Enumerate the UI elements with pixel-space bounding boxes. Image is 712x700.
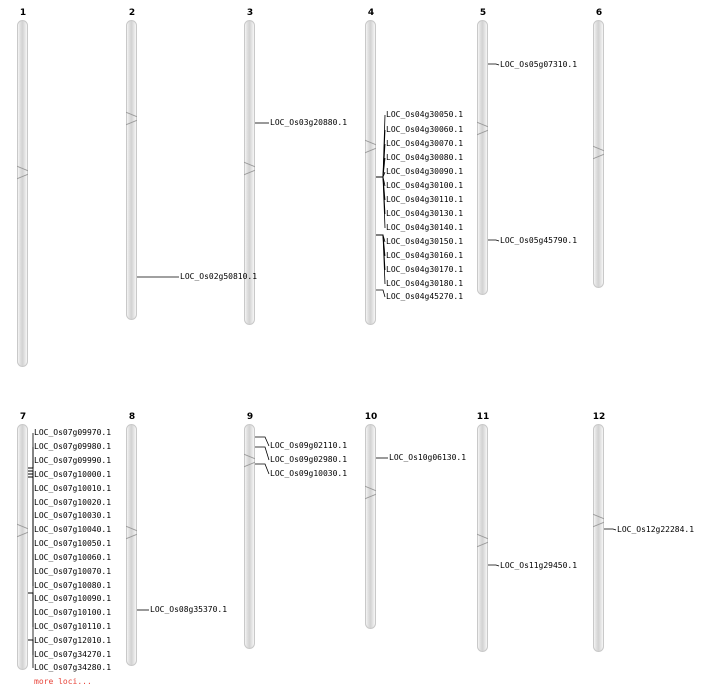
locus-label[interactable]: LOC_Os04g30110.1 [386,195,464,204]
locus-label[interactable]: LOC_Os04g30080.1 [386,153,464,162]
locus-label[interactable]: LOC_Os04g30170.1 [386,265,464,274]
centromere-marker-3 [244,164,255,173]
locus-label[interactable]: LOC_Os05g07310.1 [500,60,578,69]
centromere-marker-8 [126,528,137,537]
locus-label[interactable]: LOC_Os07g10100.1 [34,608,112,617]
locus-label[interactable]: LOC_Os09g02980.1 [270,455,348,464]
locus-label[interactable]: LOC_Os11g29450.1 [500,561,578,570]
locus-label[interactable]: LOC_Os04g30140.1 [386,223,464,232]
chromosome-number-1: 1 [19,8,27,18]
chromosome-bar-8[interactable] [126,424,137,666]
centromere-marker-2 [126,114,137,123]
locus-label[interactable]: LOC_Os07g10050.1 [34,539,112,548]
chromosome-bar-7[interactable] [17,424,28,670]
locus-label[interactable]: LOC_Os04g30060.1 [386,125,464,134]
locus-label[interactable]: LOC_Os03g20880.1 [270,118,348,127]
locus-label[interactable]: LOC_Os04g30050.1 [386,110,464,119]
centromere-marker-1 [17,168,28,177]
locus-label[interactable]: LOC_Os04g30070.1 [386,139,464,148]
chromosome-bar-2[interactable] [126,20,137,320]
locus-label[interactable]: LOC_Os07g10110.1 [34,622,112,631]
centromere-marker-10 [365,488,376,497]
locus-label[interactable]: LOC_Os07g10000.1 [34,470,112,479]
locus-label[interactable]: LOC_Os04g30100.1 [386,181,464,190]
chromosome-bar-12[interactable] [593,424,604,652]
locus-label[interactable]: LOC_Os07g10030.1 [34,511,112,520]
locus-label[interactable]: LOC_Os07g10090.1 [34,594,112,603]
locus-label[interactable]: LOC_Os07g10010.1 [34,484,112,493]
locus-label[interactable]: LOC_Os04g30090.1 [386,167,464,176]
locus-label[interactable]: LOC_Os07g09970.1 [34,428,112,437]
locus-label[interactable]: LOC_Os07g10080.1 [34,581,112,590]
chromosome-number-2: 2 [128,8,136,18]
locus-label[interactable]: LOC_Os04g30160.1 [386,251,464,260]
locus-label[interactable]: LOC_Os07g09980.1 [34,442,112,451]
locus-label[interactable]: LOC_Os02g50810.1 [180,272,258,281]
chromosome-number-11: 11 [476,412,490,422]
chromosome-number-3: 3 [246,8,254,18]
locus-label[interactable]: LOC_Os12g22284.1 [617,525,695,534]
chromosome-number-10: 10 [364,412,378,422]
locus-label[interactable]: LOC_Os07g34270.1 [34,650,112,659]
centromere-marker-11 [477,536,488,545]
locus-label[interactable]: LOC_Os07g10020.1 [34,498,112,507]
more-loci-label[interactable]: more loci... [34,677,92,686]
locus-label[interactable]: LOC_Os04g45270.1 [386,292,464,301]
chromosome-bar-10[interactable] [365,424,376,629]
chromosome-bar-4[interactable] [365,20,376,325]
locus-label[interactable]: LOC_Os04g30150.1 [386,237,464,246]
locus-label[interactable]: LOC_Os10g06130.1 [389,453,467,462]
locus-label[interactable]: LOC_Os07g12010.1 [34,636,112,645]
chromosome-number-12: 12 [592,412,606,422]
chromosome-number-5: 5 [479,8,487,18]
centromere-marker-7 [17,526,28,535]
locus-label[interactable]: LOC_Os07g10040.1 [34,525,112,534]
locus-label[interactable]: LOC_Os04g30180.1 [386,279,464,288]
locus-label[interactable]: LOC_Os09g10030.1 [270,469,348,478]
locus-label[interactable]: LOC_Os08g35370.1 [150,605,228,614]
locus-label[interactable]: LOC_Os09g02110.1 [270,441,348,450]
centromere-marker-4 [365,142,376,151]
chromosome-number-4: 4 [367,8,375,18]
locus-label[interactable]: LOC_Os07g10060.1 [34,553,112,562]
chromosome-number-8: 8 [128,412,136,422]
chromosome-bar-1[interactable] [17,20,28,367]
centromere-marker-5 [477,124,488,133]
chromosome-number-6: 6 [595,8,603,18]
chromosome-number-7: 7 [19,412,27,422]
chromosome-number-9: 9 [246,412,254,422]
centromere-marker-6 [593,148,604,157]
locus-label[interactable]: LOC_Os04g30130.1 [386,209,464,218]
locus-label[interactable]: LOC_Os05g45790.1 [500,236,578,245]
locus-label[interactable]: LOC_Os07g10070.1 [34,567,112,576]
locus-label[interactable]: LOC_Os07g09990.1 [34,456,112,465]
centromere-marker-12 [593,516,604,525]
centromere-marker-9 [244,456,255,465]
locus-label[interactable]: LOC_Os07g34280.1 [34,663,112,672]
chromosome-bar-5[interactable] [477,20,488,295]
